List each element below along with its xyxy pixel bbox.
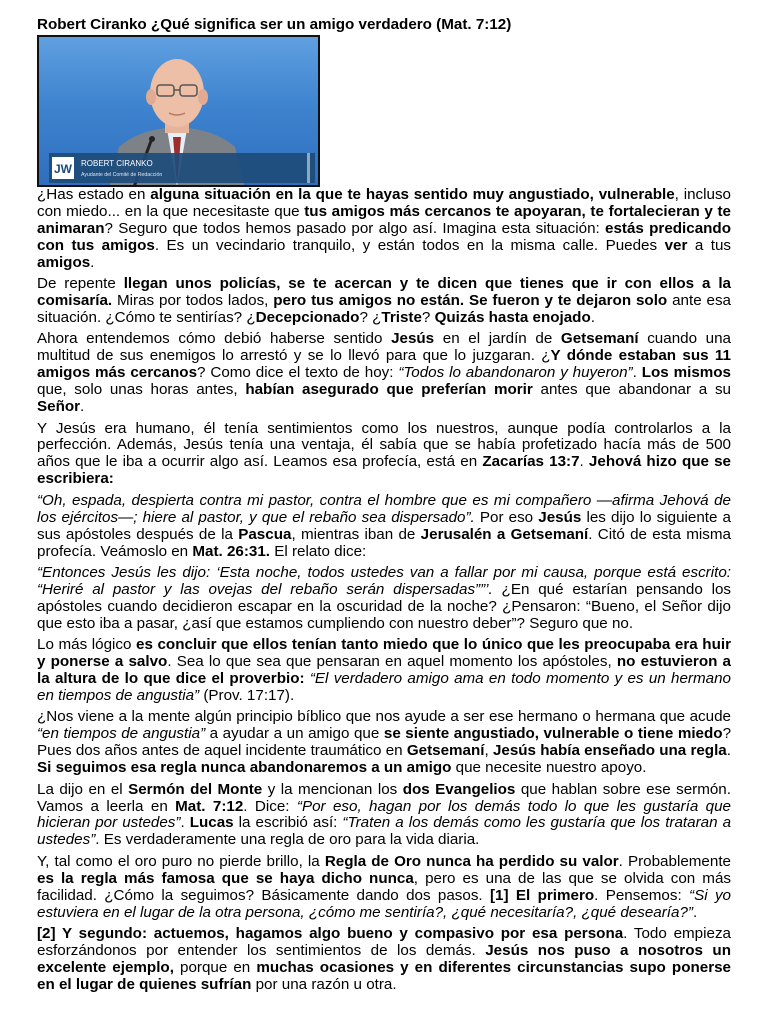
- bold-text: estás predicando con tus amigos: [37, 219, 731, 254]
- text-run: ¿Nos viene a la mente algún principio bíblico que nos ayude a ser ese hermano o hermana que acude: [37, 708, 731, 726]
- text-run: ¿En qué estarían pensando los apóstoles cuando decidieron escapar en la oscuridad de la noche? ¿Pensaron: “Bueno, el Señor dijo que esto iba a pasar, ¿así que estamos cumpliendo con nuestro deber”? Seguro que no.: [37, 580, 731, 632]
- video-frame[interactable]: [37, 35, 320, 187]
- bold-text: muchas ocasiones y en diferentes circunstancias supo ponerse en el lugar de quienes sufrían: [37, 958, 731, 993]
- text-run: la escribió así:: [233, 814, 343, 832]
- page-title: Robert Ciranko ¿Qué significa ser un amigo verdadero (Mat. 7:12): [37, 16, 512, 33]
- bold-text: se siente angustiado, vulnerable o tiene miedo: [383, 725, 723, 743]
- italic-text: “Por eso, hagan por los demás todo lo que les gustaría que hicieran por ustedes”: [37, 797, 731, 832]
- bold-text: Jesús había enseñado una regla: [492, 742, 727, 760]
- paragraph: [37, 421, 731, 489]
- speaker-name: ROBERT CIRANKO: [81, 159, 153, 168]
- bold-text: Jesús: [538, 508, 582, 526]
- text-run: ?: [421, 308, 435, 326]
- bold-text: Decepcionado: [255, 308, 360, 326]
- bold-text: Lucas: [189, 814, 234, 832]
- text-run: .: [632, 364, 642, 382]
- bold-text: Y dónde estaban sus 11 amigos más cercanos: [37, 347, 731, 382]
- text-run: a tus: [687, 236, 731, 254]
- paragraph: [37, 276, 731, 327]
- bold-text: Si seguimos esa regla nunca abandonaremos a un amigo: [37, 759, 452, 777]
- text-run: Por eso: [474, 508, 539, 526]
- bold-text: es concluir que ellos tenían tanto miedo que lo único que les preocupaba era huir y ponerse a salvo: [37, 636, 731, 671]
- paragraph: [37, 854, 731, 922]
- text-run: cuando una multitud de sus enemigos lo arrestó y se lo llevó para que lo juzgaran. ¿: [37, 330, 732, 365]
- bold-text: habían asegurado que preferían morir: [245, 381, 533, 399]
- text-run: . Todo empieza esforzándonos por entender los sentimientos de los demás.: [37, 925, 731, 959]
- text-run: Miras por todos lados,: [112, 292, 274, 310]
- bold-text: pero tus amigos no están. Se fueron y te dejaron solo: [273, 292, 668, 310]
- bold-text: [2] Y segundo: actuemos, hagamos algo bueno y compasivo por esa persona: [37, 925, 624, 943]
- paragraph: [37, 187, 731, 272]
- italic-text: “Oh, espada, despierta contra mi pastor, contra el hombre que es mi compañero —afirma Jehová de los ejércitos—; hiere al pastor, y que el rebaño sea dispersado”.: [37, 491, 731, 526]
- paragraph: [37, 926, 731, 994]
- bold-text: [1] El primero: [490, 886, 595, 904]
- text-run: , pero es una de las que se olvida con más facilidad. ¿Cómo la seguimos? Básicamente dando dos pasos.: [37, 869, 731, 904]
- article-body: [37, 187, 731, 998]
- paragraph: [37, 493, 731, 561]
- text-run: ,: [484, 742, 493, 760]
- text-run: ante esa situación. ¿Cómo te sentirías? ¿: [37, 292, 731, 326]
- bold-text: Getsemaní: [560, 330, 639, 348]
- italic-text: “Si yo estuviera en el lugar de la otra persona, ¿cómo me sentiría?, ¿qué necesitaría?, ¿qué desearía?”: [37, 886, 731, 921]
- bold-text: alguna situación en la que te hayas sentido muy angustiado, vulnerable: [150, 186, 675, 203]
- bold-text: amigos: [37, 253, 91, 271]
- bold-text: dos Evangelios: [402, 780, 516, 798]
- text-run: Ahora entendemos cómo debió haberse sentido: [37, 330, 392, 348]
- paragraph: [37, 782, 731, 850]
- text-run: ? ¿: [359, 308, 382, 326]
- text-run: les dijo lo siguiente a sus apóstoles después de la: [37, 508, 732, 543]
- text-run: . Dice:: [243, 797, 297, 815]
- bold-text: Jehová hizo que se escribiera:: [37, 453, 732, 488]
- bold-text: Los mismos: [641, 364, 731, 382]
- italic-text: “Traten a los demás como les gustaría que los trataran a ustedes”: [37, 814, 732, 849]
- head-shape: [150, 59, 204, 127]
- text-run: Y Jesús era humano, él tenía sentimientos como los nuestros, aunque podía controlarlos a la perfección. Además, Jesús tenía una ventaja, él sabía que se había profetizado hacía más de 500 años que le iba a ocurrir algo así. Leamos esa profecía, está en: [37, 419, 731, 471]
- text-run: ? Pues dos años antes de aquel incidente traumático en: [37, 725, 732, 760]
- bold-text: no estuvieron a la altura de lo que dice el proverbio:: [37, 653, 731, 688]
- text-run: que necesite nuestro apoyo.: [451, 759, 647, 777]
- text-run: en el jardín de: [434, 330, 561, 348]
- bold-text: Mat. 26:31.: [192, 542, 271, 560]
- text-run: .: [80, 398, 85, 416]
- text-run: . Citó de esta misma profecía. Veámoslo en: [37, 525, 731, 560]
- text-run: . Pensemos:: [594, 886, 690, 904]
- text-run: .: [726, 742, 731, 760]
- bold-text: Jerusalén a Getsemaní: [420, 525, 589, 543]
- text-run: .: [90, 253, 95, 271]
- bold-text: Señor: [37, 398, 81, 416]
- speaker-photo: [39, 37, 320, 187]
- bold-text: Quizás hasta enojado: [434, 308, 591, 326]
- italic-text: “en tiempos de angustia”: [37, 725, 206, 743]
- text-run: De repente: [37, 275, 124, 293]
- text-run: La dijo en el: [37, 780, 129, 798]
- text-run: Lo más lógico: [37, 636, 137, 654]
- paragraph: [37, 637, 731, 705]
- text-run: a ayudar a un amigo que: [205, 725, 384, 743]
- bold-text: Zacarías 13:7: [482, 453, 580, 471]
- lower-third: [49, 153, 315, 183]
- bold-text: Pascua: [238, 525, 292, 543]
- text-run: (Prov. 17:17).: [199, 686, 295, 704]
- bold-text: Triste: [381, 308, 422, 326]
- text-run: .: [180, 814, 190, 832]
- text-run: . Sea lo que sea que pensaran en aquel momento los apóstoles,: [167, 653, 617, 671]
- text-run: que, solo unas horas antes,: [37, 381, 246, 399]
- text-run: .: [692, 903, 698, 921]
- paragraph: [37, 331, 731, 416]
- bold-text: Getsemaní: [406, 742, 485, 760]
- text-run: Y, tal como el oro puro no pierde brillo, la: [37, 852, 325, 870]
- text-run: . Es verdaderamente una regla de oro para la vida diaria.: [95, 831, 480, 849]
- text-run: ? Como dice el texto de hoy:: [197, 364, 399, 382]
- italic-text: “El verdadero amigo ama en todo momento y es un hermano en tiempos de angustia”: [37, 670, 731, 704]
- speaker-role: Ayudante del Comité de Redacción: [81, 172, 163, 178]
- jw-logo: JW: [54, 162, 72, 176]
- paragraph: [37, 565, 731, 633]
- text-run: porque en: [173, 958, 257, 976]
- text-run: . Es un vecindario tranquilo, y están todos en la misma calle. Puedes: [154, 236, 665, 254]
- italic-text: “Todos lo abandonaron y huyeron”: [398, 364, 633, 382]
- text-run: por una razón u otra.: [251, 975, 397, 993]
- text-run: y la mencionan los: [262, 780, 403, 798]
- bold-text: tus amigos más cercanos te apoyaran, te fortalecieran y te animaran: [37, 202, 731, 237]
- text-run: . Probablemente: [618, 852, 731, 870]
- text-run: , mientras iban de: [291, 525, 421, 543]
- text-run: antes que abandonar a su: [532, 381, 731, 399]
- text-run: ¿Has estado en: [37, 186, 151, 203]
- bold-text: es la regla más famosa que se haya dicho nunca: [37, 869, 414, 887]
- text-run: .: [579, 453, 589, 471]
- paragraph: [37, 709, 731, 760]
- bold-text: Regla de Oro nunca ha perdido su valor: [324, 852, 619, 870]
- text-run: que hablan sobre ese sermón. Vamos a leerla en: [37, 780, 731, 815]
- text-run: , incluso con miedo... en la que necesitaste que: [37, 186, 732, 220]
- paragraph: [37, 760, 731, 777]
- bold-text: Sermón del Monte: [128, 780, 263, 798]
- italic-text: “Entonces Jesús les dijo: ‘Esta noche, todos ustedes van a fallar por mi causa, porque está escrito: “Heriré al pastor y las ovejas del rebaño serán dispersadas””’.: [37, 564, 731, 598]
- bold-text: Jesús: [391, 330, 435, 348]
- text-run: ? Seguro que todos hemos pasado por algo así. Imagina esta situación:: [104, 219, 606, 237]
- text-run: El relato dice:: [270, 542, 367, 560]
- bold-text: Mat. 7:12: [175, 797, 244, 815]
- text-run: .: [590, 308, 595, 326]
- bold-text: llegan unos policías, se te acercan y te dicen que tienes que ir con ellos a la comisaría.: [37, 275, 731, 310]
- bold-text: Jesús nos puso a nosotros un excelente ejemplo,: [37, 942, 731, 976]
- bold-text: ver: [664, 236, 688, 254]
